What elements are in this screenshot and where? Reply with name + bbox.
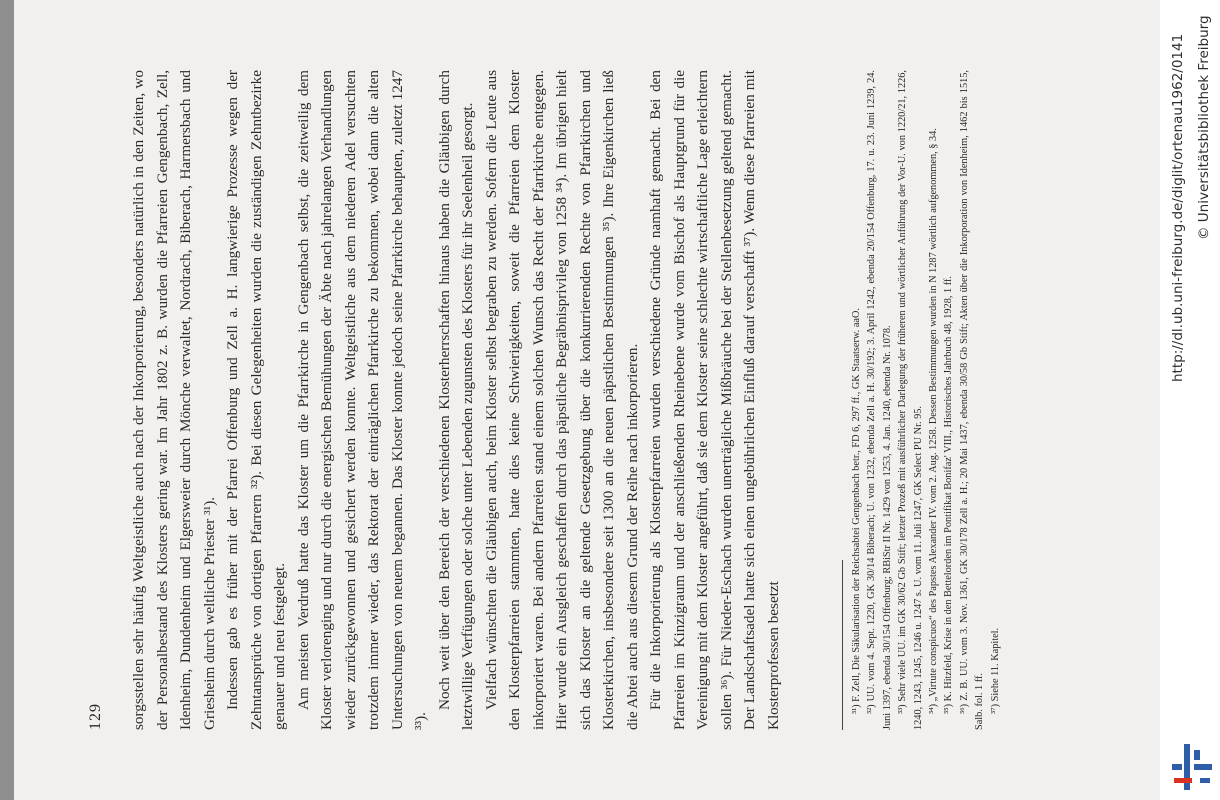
footnotes (849, 70, 1003, 730)
footnote-34: ³⁴) „Virtute conspicuos“ des Papstes Alexander IV. vom 2. Aug. 1258. Dessen Bestimmungen wurden in N 1287 wörtlich aufgenommen, § 34. (928, 128, 940, 714)
paragraph-6: Für die Inkorporierung als Klosterpfarreien wurden verschiedene Gründe namhaft gemacht. Bei den Pfarreien im Kinzigraum und der anschließenden Rheinebene wurde vom Bischof als Hauptgrund für die Vereinigung mit dem Kloster angeführt, daß sie dem Kloster seine schlechte wirtschaftliche Lage erleichtern sollen ³⁶). Für Nieder-Eschach wurden unerträgliche Mißbräuche bei der Stellenbesetzung geltend gemacht. Der Landschaftsadel hatte sich einen ungebührlichen Einfluß darauf verschafft ³⁷). Wenn diese Pfarreien mit Klosterprofessen besetzt (647, 70, 782, 730)
footnote-36: ³⁶) Z. B. UU. vom 3. Nov. 1361, GK 30/178 Zell a. H.; 20 Mai 1437, ebenda 30/58 Gb Stift; Akten über die Inkorporation von Idenheim, 1462 bis 1515, Salb. fol. 1 ff. (958, 70, 986, 730)
paragraph-2: Indessen gab es früher mit der Pfarrei Offenburg und Zell a. H. langwierige Prozesse wegen der Zehntansprüche von dortigen Pfarrern ³²). Bei diesen Gelegenheiten wurden die zuständigen Zehntbezirke genauer und neu festgelegt. (224, 70, 288, 730)
footnote-32: ³²) UU. vom 4. Sept. 1220, GK 30/14 Biberach; U. von 1232, ebenda Zell a. H. 30/192; 3. April 1242, ebenda 20/154 Offenburg, 17. u. 23. Juni 1239, 24. Juni 1397, ebenda 30/154 Offenburg; RBiStr II Nr. 1429 von 1253, 4. Jan. 1240, ebenda Nr. 1078. (866, 70, 893, 730)
paragraph-5: Vielfach wünschten die Gläubigen auch, beim Kloster selbst begraben zu werden. Sofern die Leute aus den Klosterpfarreien stammten, hatte dies keine Schwierigkeiten, soweit die Pfarreien dem Kloster inkorporiert waren. Bei andern Pfarreien stand einem solchen Wunsch das Recht der Pfarrkirche entgegen. Hier wurde ein Ausgleich geschaffen durch das päpstliche Begräbnisprivileg von 1258 ³⁴). Im übrigen hielt sich das Kloster an die geltende Gesetzgebung über die konkurrierenden Rechte von Pfarrkirchen und Klosterkirchen, insbesondere seit 1300 an die neuen päpstlichen Bestimmungen ³⁵). Ihre Eigenkirchen ließ die Abtei auch aus diesem Grund der Reihe nach inkorporieren. (482, 70, 641, 730)
copyright-notice: © Universitätsbibliothek Freiburg (1196, 15, 1212, 240)
scanned-page (14, 0, 1160, 800)
page-number: 129 (87, 703, 104, 730)
paragraph-1: sorgsstellen sehr häufig Weltgeistliche auch nach der Inkorporierung, besonders natürlich in den Zeiten, wo der Personalbestand des Klosters gering war. Im Jahr 1802 z. B. wurden die Pfarreien Gengenbach, Zell, Idenheim, Dundenheim und Elgersweier durch Mönche verwaltet, Nordrach, Biberach, Harmersbach und Griesheim durch weltliche Priester ³¹). (130, 70, 218, 730)
body-text (127, 70, 785, 730)
footnote-33: ³³) Sehr viele UU. im GK 30/62 Gb Stift; letzter Prozeß mit ausführlicher Darlegung der früheren und wörtlicher Anführung der Vor-U. von 1220/21, 1226, 1240, 1243, 1245, 1246 u. 1247 s. U. vom 11. Juli 1247, GK Select PU Nr. 95. (897, 70, 924, 730)
paragraph-4: Noch weit über den Bereich der verschiedenen Klosterherrschaften hinaus haben die Gläubigen durch letztwillige Verfügungen oder solche unter Lebenden zugunsten des Klosters für ihr Seelenheil gesorgt. (435, 70, 476, 730)
footnote-31: ³¹) F. Zell, Die Säkularisation der Reichsabtei Gengenbach betr., FD 6, 297 ff., GK Staatserw. aaO. (851, 308, 862, 714)
footnote-37: ³⁷) Siehe 11. Kapitel. (989, 627, 1001, 714)
paragraph-3: Am meisten Verdruß hatte das Kloster um die Pfarrkirche in Gengenbach selbst, die zeitweilig dem Kloster verlorenging und nur durch die energischen Bemühungen der Äbte nach jahrelangen Verhandlungen wieder zurückgewonnen und gesichert werden konnte. Weltgeistliche aus dem niederen Adel versuchten trotzdem immer wieder, das Rektorat der einträglichen Pfarrkirche zu bekommen, wobei dann die alten Untersuchungen von neuem begannen. Das Kloster konnte jedoch seine Pfarrkirche behaupten, zuletzt 1247 ³³). (294, 70, 429, 730)
source-url-link[interactable]: http://dl.ub.uni-freiburg.de/diglit/ortenau1962/0141 (1170, 33, 1186, 382)
footnote-rule (842, 560, 843, 730)
footnote-35: ³⁵) K. Hitzfeld, Krise in den Bettelorden im Pontifikat Bonifaz' VIII., Historisches Jahrbuch 48, 1928, 1 ff. (943, 276, 955, 714)
page-content (87, 70, 1087, 730)
ub-freiburg-logo-icon (1170, 742, 1214, 792)
